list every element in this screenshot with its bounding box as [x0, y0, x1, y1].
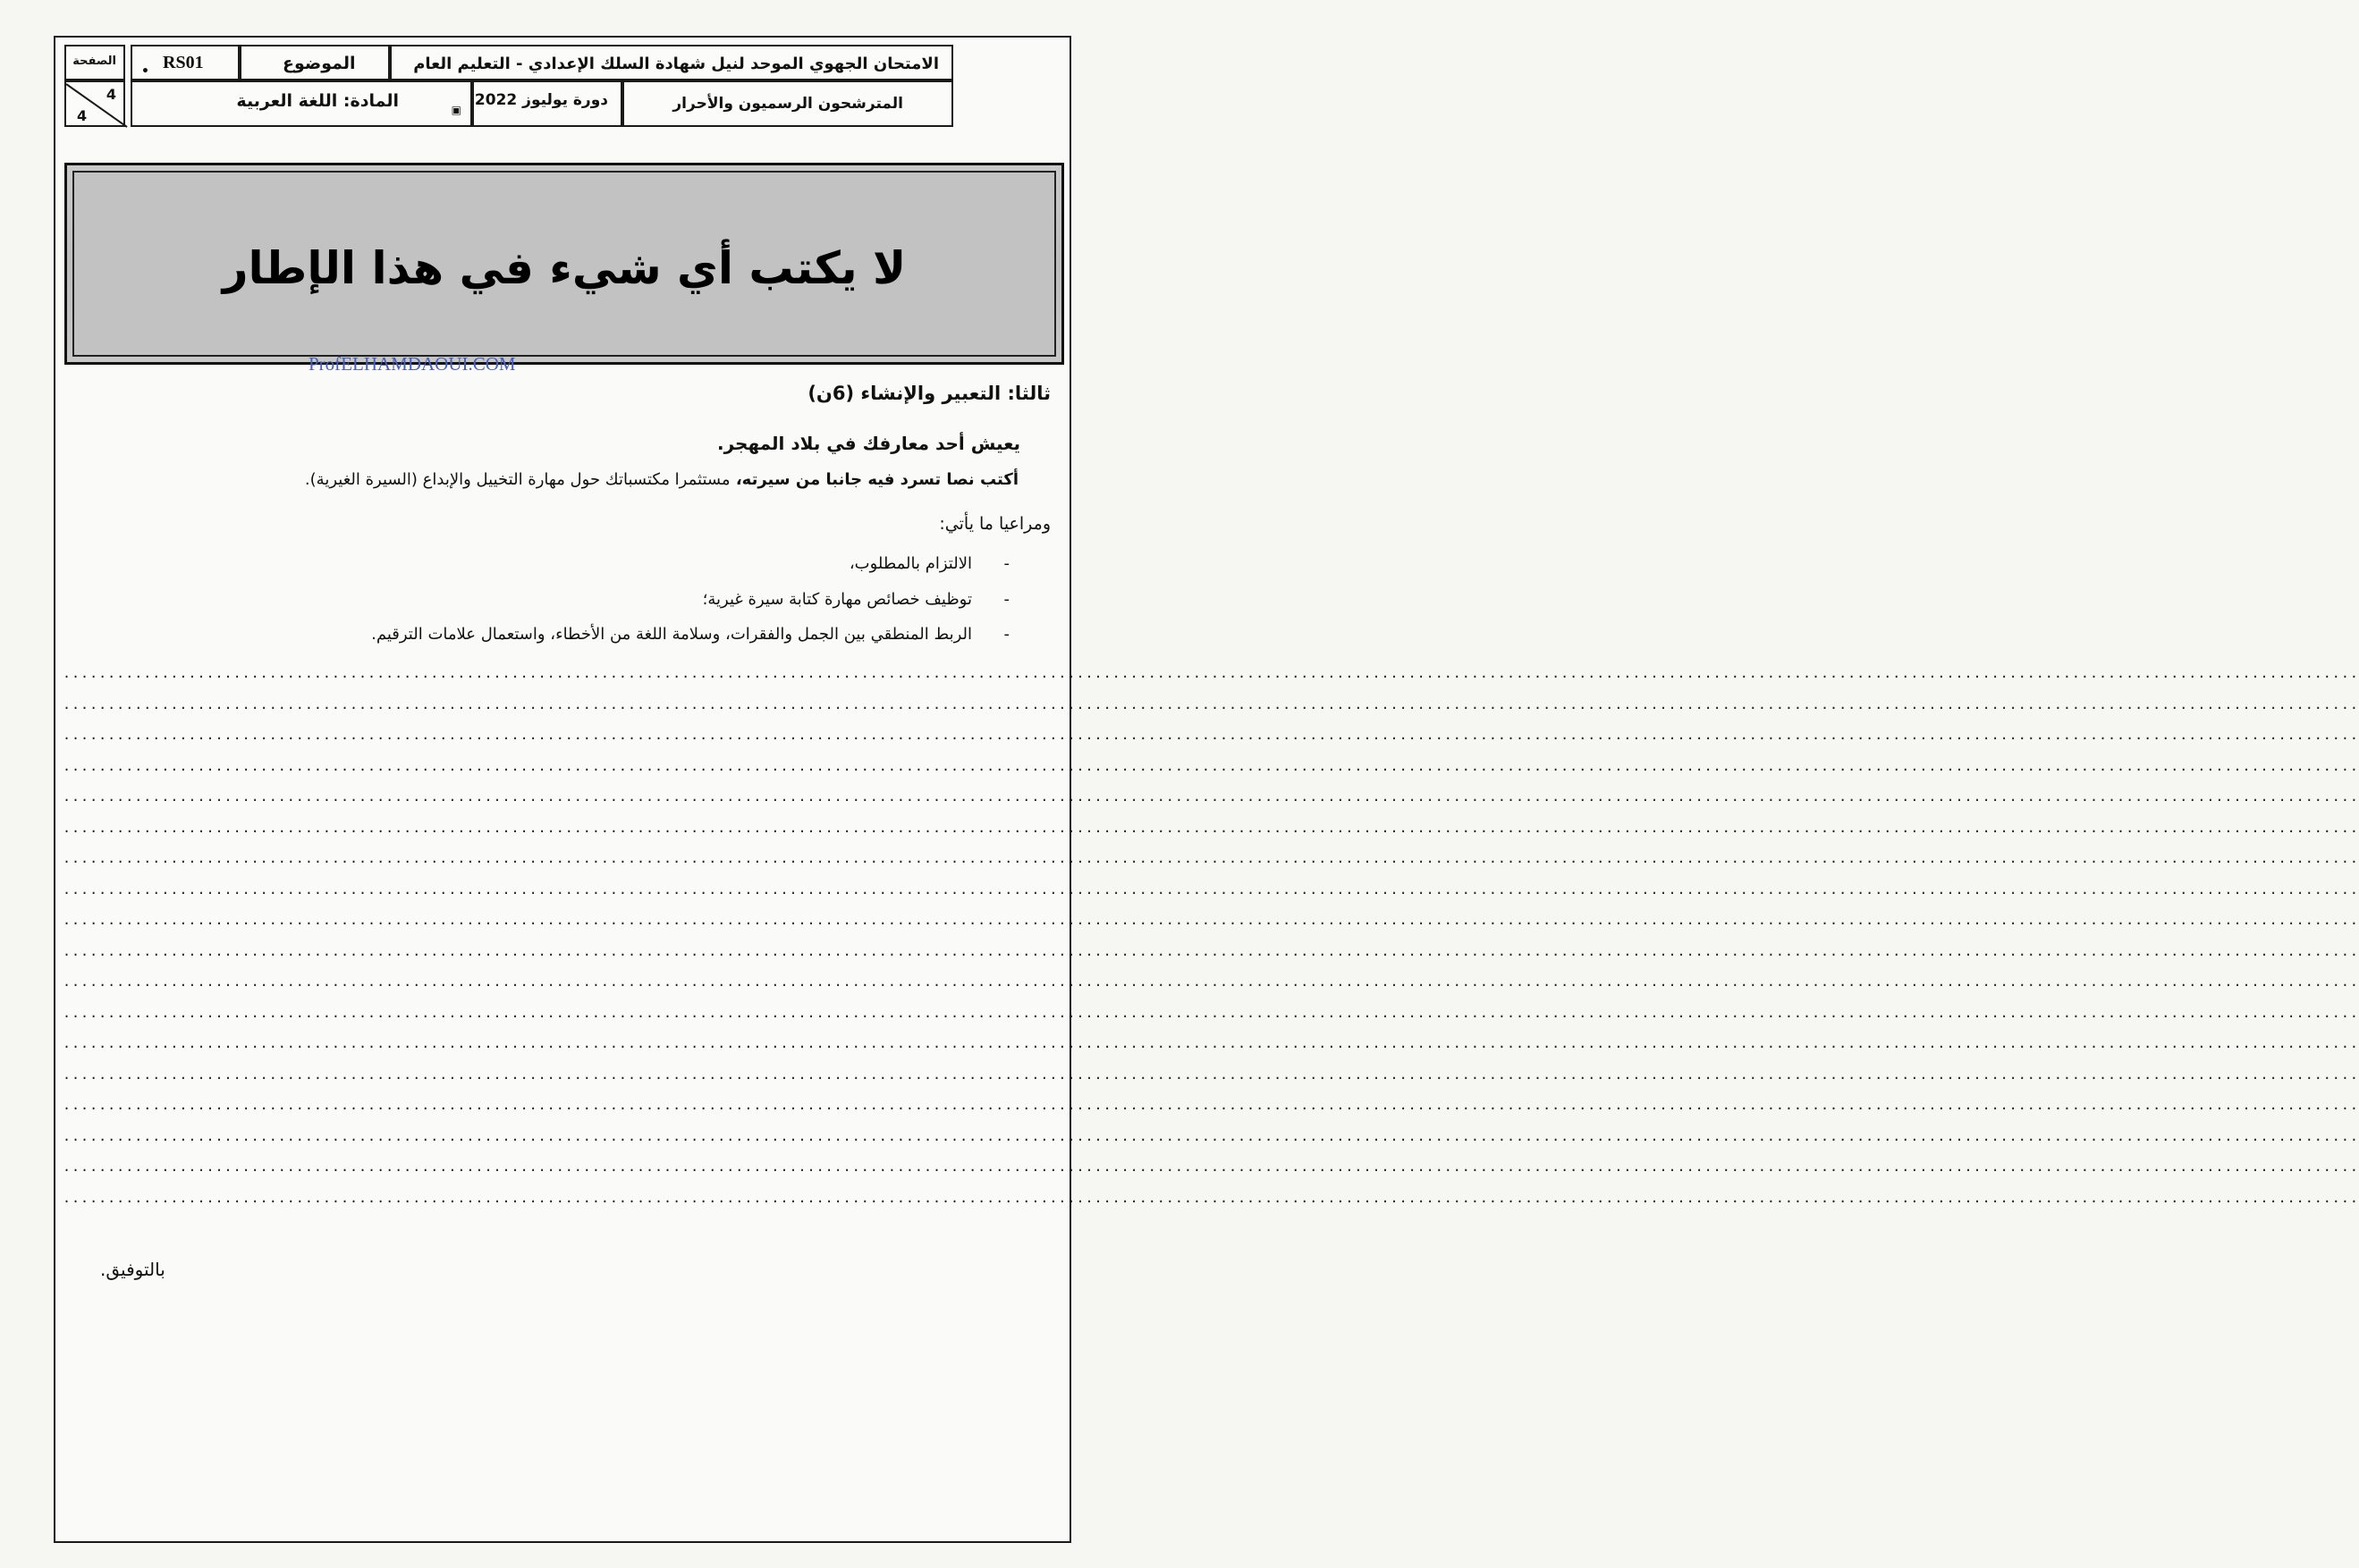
writing-line[interactable]: ................................................................................................................................................................................................................................................................	[63, 912, 2359, 928]
session-cell	[472, 80, 622, 127]
criteria-item	[703, 590, 1010, 609]
page-label-cell	[64, 45, 125, 80]
writing-line[interactable]: ................................................................................................................................................................................................................................................................	[63, 727, 2359, 743]
page-diagonal-icon	[66, 82, 127, 129]
writing-line[interactable]: ................................................................................................................................................................................................................................................................	[63, 696, 2359, 712]
criteria-item	[850, 554, 1010, 573]
writing-line[interactable]: ................................................................................................................................................................................................................................................................	[63, 1128, 2359, 1144]
watermark: ProfELHAMDAOUI.COM	[309, 353, 516, 375]
criteria-text-3: الربط المنطقي بين الجمل والفقرات، وسلامة اللغة من الأخطاء، واستعمال علامات الترقيم.	[371, 625, 972, 644]
writing-line[interactable]: ................................................................................................................................................................................................................................................................	[63, 1190, 2359, 1206]
page-number-cell	[64, 80, 125, 127]
material-cell	[131, 80, 472, 127]
do-not-write-banner	[64, 163, 1064, 365]
writing-line[interactable]: ................................................................................................................................................................................................................................................................	[63, 788, 2359, 805]
prompt-line-1: يعيش أحد معارفك في بلاد المهجر.	[716, 433, 1020, 454]
page-total: 4	[77, 107, 88, 124]
writing-line[interactable]: ................................................................................................................................................................................................................................................................	[63, 1035, 2359, 1051]
subject-label-cell	[240, 45, 390, 80]
small-box-icon: ▣	[451, 104, 461, 116]
writing-line[interactable]: ................................................................................................................................................................................................................................................................	[63, 1066, 2359, 1083]
criteria-item	[371, 625, 1010, 644]
bullet-dash: -	[1003, 625, 1010, 644]
writing-line[interactable]: ................................................................................................................................................................................................................................................................	[63, 758, 2359, 774]
candidates-cell	[622, 80, 953, 127]
page-current: 4	[106, 86, 116, 103]
bullet-dash: -	[1003, 590, 1010, 609]
prompt-line-2	[305, 470, 1019, 489]
writing-line[interactable]: ................................................................................................................................................................................................................................................................	[63, 1005, 2359, 1021]
writing-line[interactable]: ................................................................................................................................................................................................................................................................	[63, 820, 2359, 836]
material: المادة: اللغة العربية	[236, 91, 399, 111]
closing-text: بالتوفيق.	[100, 1259, 165, 1280]
criteria-text-1: الالتزام بالمطلوب،	[849, 554, 972, 573]
writing-line[interactable]: ................................................................................................................................................................................................................................................................	[63, 665, 2359, 681]
session: دورة يوليوز 2022	[474, 91, 608, 109]
bullet-dash: -	[1003, 554, 1010, 573]
bullet-dot: •	[141, 64, 149, 79]
observe-label: ومراعيا ما يأتي:	[939, 514, 1051, 534]
criteria-text-2: توظيف خصائص مهارة كتابة سيرة غيرية؛	[702, 590, 972, 609]
writing-line[interactable]: ................................................................................................................................................................................................................................................................	[63, 850, 2359, 866]
prompt-line-2-b: مستثمرا مكتسباتك حول مهارة التخييل والإبداع (السيرة الغيرية).	[304, 470, 731, 489]
candidates: المترشحون الرسميون والأحرار	[672, 95, 903, 113]
exam-code: RS01	[163, 53, 204, 72]
writing-line[interactable]: ................................................................................................................................................................................................................................................................	[63, 974, 2359, 990]
exam-header	[64, 45, 1064, 154]
writing-line[interactable]: ................................................................................................................................................................................................................................................................	[63, 1159, 2359, 1175]
prompt-line-2-a: أكتب نصا تسرد فيه جانبا من سيرته،	[730, 470, 1019, 489]
banner-text: لا يكتب أي شيء في هذا الإطار	[222, 242, 907, 294]
page-label: الصفحة	[72, 55, 116, 68]
writing-line[interactable]: ................................................................................................................................................................................................................................................................	[63, 943, 2359, 959]
exam-title-cell	[390, 45, 953, 80]
section-title: ثالثا: التعبير والإنشاء (6ن)	[807, 383, 1051, 404]
subject-label: الموضوع	[283, 54, 356, 73]
writing-line[interactable]: ................................................................................................................................................................................................................................................................	[63, 1097, 2359, 1113]
exam-title: الامتحان الجهوي الموحد لنيل شهادة السلك الإعدادي - التعليم العام	[413, 55, 939, 73]
code-cell	[131, 45, 240, 80]
writing-line[interactable]: ................................................................................................................................................................................................................................................................	[63, 881, 2359, 898]
